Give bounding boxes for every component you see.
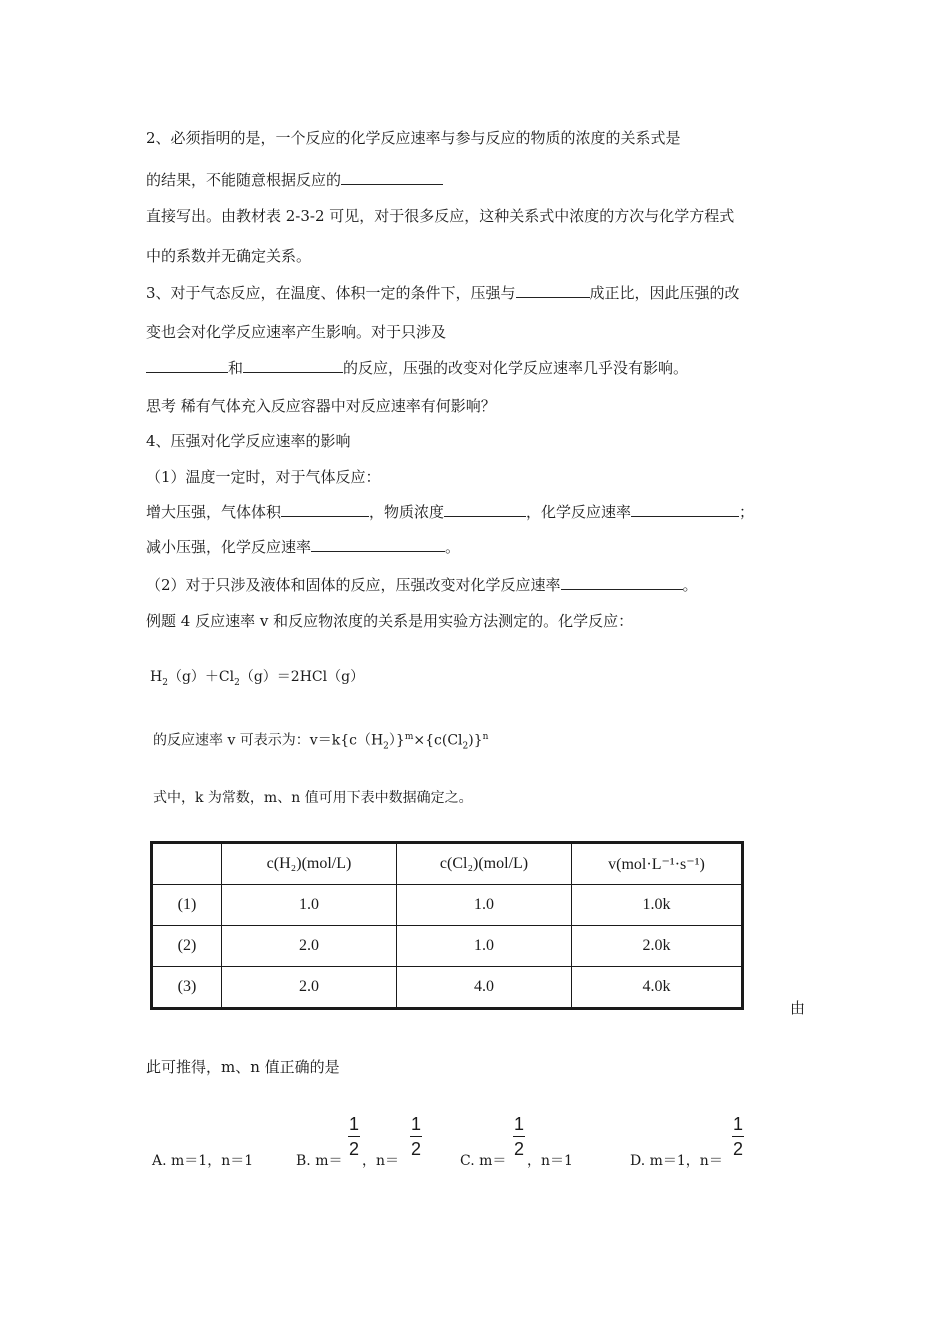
eq-part2: （g）＝2HCl（g） xyxy=(239,669,365,685)
inc-a: 增大压强，气体体积 xyxy=(146,503,282,521)
fill-blank[interactable] xyxy=(311,537,445,552)
equation xyxy=(150,667,364,693)
option-b-n: ，n＝ xyxy=(362,1153,400,1169)
think-line: 思考 稀有气体充入反应容器中对反应速率有何影响？ xyxy=(146,397,496,415)
p2-line4: 中的系数并无确定关系。 xyxy=(146,247,312,265)
option-c-n: ，n＝1 xyxy=(527,1153,573,1169)
fill-blank[interactable] xyxy=(243,358,343,373)
p3-line2: 变也会对化学反应速率产生影响。对于只涉及 xyxy=(146,323,447,341)
frac-den: 2 xyxy=(514,1139,525,1159)
table-cell: 2.0 xyxy=(222,967,397,1009)
fill-blank[interactable] xyxy=(281,502,369,517)
rate-expression xyxy=(153,727,488,756)
frac-num: 1 xyxy=(410,1114,422,1137)
rate-d: )} xyxy=(468,732,483,749)
rate-sub1: 2 xyxy=(383,741,389,752)
data-table xyxy=(150,841,744,1010)
after-table-2: 此可推得，m、n 值正确的是 xyxy=(146,1058,340,1076)
frac-num: 1 xyxy=(513,1114,525,1137)
option-b-m[interactable]: B. m＝ xyxy=(296,1153,343,1169)
fraction-half xyxy=(410,1114,422,1159)
p3-line3a: 和 xyxy=(228,359,244,377)
fill-blank[interactable] xyxy=(631,502,739,517)
example-intro: 例题 4 反应速率 v 和反应物浓度的关系是用实验方法测定的。化学反应： xyxy=(146,612,634,630)
table-cell: 2.0 xyxy=(222,926,397,967)
fraction-half xyxy=(732,1114,744,1159)
inc-b: ，物质浓度 xyxy=(369,503,445,521)
dec-a: 减小压强，化学反应速率 xyxy=(146,538,312,556)
p3-line3 xyxy=(146,358,688,378)
p3-line3b: 的反应，压强的改变对化学反应速率几乎没有影响。 xyxy=(343,359,689,377)
dec-end: 。 xyxy=(445,538,461,556)
table-header-row xyxy=(152,843,743,885)
table-cell: 1.0 xyxy=(397,885,572,926)
p4-decrease-line xyxy=(146,537,460,557)
inc-end: ； xyxy=(739,503,755,521)
table-row xyxy=(152,967,743,1009)
p4-title: 4、压强对化学反应速率的影响 xyxy=(146,432,351,450)
rate-b: ）} xyxy=(388,732,405,749)
p2-line2-text: 的结果，不能随意根据反应的 xyxy=(146,171,342,189)
p4-sub2 xyxy=(146,575,698,595)
p4-sub1: （1）温度一定时，对于气体反应： xyxy=(146,468,381,486)
p3-line1b: 成正比，因此压强的改 xyxy=(589,284,740,302)
table-header-cell: c(H₂)(mol/L) xyxy=(222,843,397,885)
fill-blank[interactable] xyxy=(341,170,443,185)
table-header-cell: c(Cl₂)(mol/L) xyxy=(397,843,572,885)
option-c-m[interactable]: C. m＝ xyxy=(460,1153,507,1169)
example-note: 式中，k 为常数，m、n 值可用下表中数据确定之。 xyxy=(153,790,473,806)
option-a[interactable]: A. m＝1，n＝1 xyxy=(152,1153,254,1169)
fraction-half xyxy=(348,1114,360,1159)
table-cell: 2.0k xyxy=(572,926,743,967)
fill-blank[interactable] xyxy=(516,283,590,298)
rate-a: 的反应速率 v 可表示为：v＝k{c（H xyxy=(153,732,384,749)
table-cell: (2) xyxy=(152,926,222,967)
fill-blank[interactable] xyxy=(146,358,228,373)
table-cell: 1.0 xyxy=(222,885,397,926)
table-row xyxy=(152,885,743,926)
frac-den: 2 xyxy=(733,1139,744,1159)
table-header-cell: v(mol·L⁻¹·s⁻¹) xyxy=(572,843,743,885)
p2-line3: 直接写出。由教材表 2-3-2 可见，对于很多反应，这种关系式中浓度的方次与化学方程式 xyxy=(146,207,735,225)
p2-line2 xyxy=(146,170,443,190)
rate-c: ×{c(Cl xyxy=(413,732,463,749)
table-cell: 1.0k xyxy=(572,885,743,926)
frac-den: 2 xyxy=(349,1139,360,1159)
sub2-text: （2）对于只涉及液体和固体的反应，压强改变对化学反应速率 xyxy=(146,576,561,594)
table-header-cell xyxy=(152,843,222,885)
p2-line1: 2、必须指明的是，一个反应的化学反应速率与参与反应的物质的浓度的关系式是 xyxy=(146,129,681,147)
table-cell: 4.0 xyxy=(397,967,572,1009)
sub2-end: 。 xyxy=(682,576,698,594)
rate-sup-m: m xyxy=(404,732,414,742)
p3-line1a: 3、对于气态反应，在温度、体积一定的条件下，压强与 xyxy=(146,284,516,302)
eq-h-sub: 2 xyxy=(162,677,168,688)
eq-part1: （g）＋Cl xyxy=(167,669,235,685)
p4-increase-line xyxy=(146,502,754,522)
rate-sub2: 2 xyxy=(462,741,469,752)
frac-num: 1 xyxy=(348,1114,360,1137)
table-cell: (1) xyxy=(152,885,222,926)
fraction-half xyxy=(513,1114,525,1159)
frac-num: 1 xyxy=(732,1114,744,1137)
p3-line1 xyxy=(146,283,740,303)
table-cell: (3) xyxy=(152,967,222,1009)
fill-blank[interactable] xyxy=(444,502,526,517)
eq-h: H xyxy=(150,669,163,685)
after-table-1: 由 xyxy=(790,999,806,1017)
table-cell: 4.0k xyxy=(572,967,743,1009)
rate-sup-n: n xyxy=(482,732,489,742)
table-cell: 1.0 xyxy=(397,926,572,967)
option-d[interactable]: D. m＝1，n＝ xyxy=(630,1153,723,1169)
fill-blank[interactable] xyxy=(561,575,683,590)
inc-c: ，化学反应速率 xyxy=(526,503,632,521)
eq-cl-sub: 2 xyxy=(234,677,240,688)
frac-den: 2 xyxy=(411,1139,422,1159)
table-row xyxy=(152,926,743,967)
answer-options xyxy=(152,1110,772,1170)
